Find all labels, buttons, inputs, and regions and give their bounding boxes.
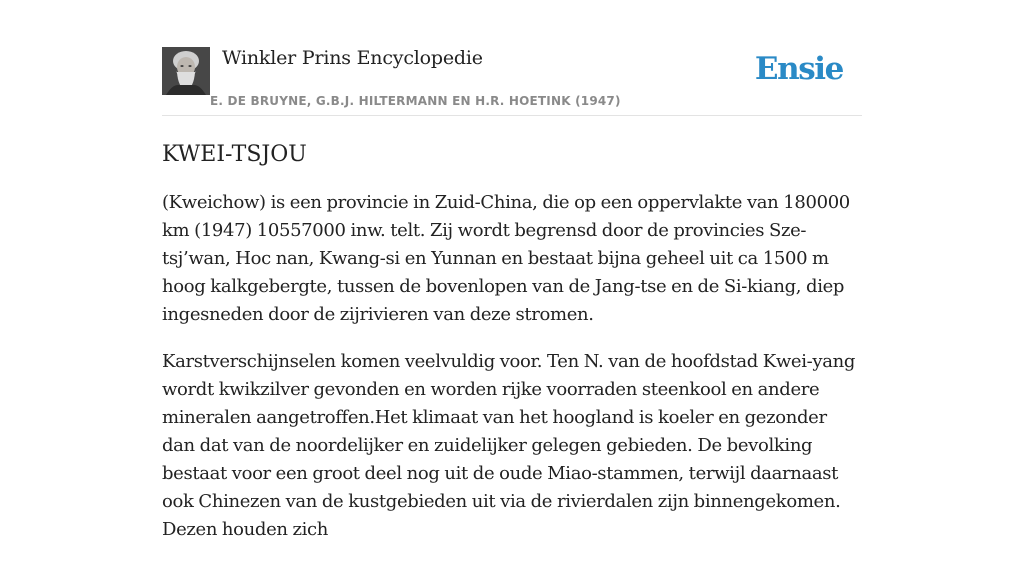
- article-paragraph: (Kweichow) is een provincie in Zuid-China, die op een oppervlakte van 180000 km (1947) 10557000 inw. telt. Zij wordt begrensd door de provincies Sze-tsj’wan, Hoc nan, Kwang-si en Yunnan en bestaat bijna geheel uit ca 1500 m hoog kalkgebergte, tussen de bovenlopen van de Jang-tse en de Si-kiang, diep ingesneden door de zijrivieren van deze stromen.: [162, 192, 850, 325]
- author-avatar: [162, 47, 210, 95]
- source-authors: E. DE BRUYNE, G.B.J. HILTERMANN EN H.R. HOETINK (1947): [210, 94, 621, 108]
- header-divider: [162, 115, 862, 116]
- article: [162, 140, 864, 563]
- article-title: KWEI-TSJOU: [162, 142, 307, 167]
- author-portrait-icon: [162, 47, 210, 95]
- source-title[interactable]: Winkler Prins Encyclopedie: [222, 47, 483, 69]
- source-header: [162, 46, 862, 116]
- ensie-logo-link[interactable]: Ensie: [754, 51, 843, 87]
- article-paragraph: Karstverschijnselen komen veelvuldig voor. Ten N. van de hoofdstad Kwei-yang wordt kwikzilver gevonden en worden rijke voorraden steenkool en andere mineralen aangetroffen.Het klimaat van het hoogland is koeler en gezonder dan dat van de noordelijker en zuidelijker gelegen gebieden. De bevolking bestaat voor een groot deel nog uit de oude Miao-stammen, terwijl daarnaast ook Chinezen van de kustgebieden uit via de rivierdalen zijn binnengekomen. Dezen houden zich: [162, 351, 855, 540]
